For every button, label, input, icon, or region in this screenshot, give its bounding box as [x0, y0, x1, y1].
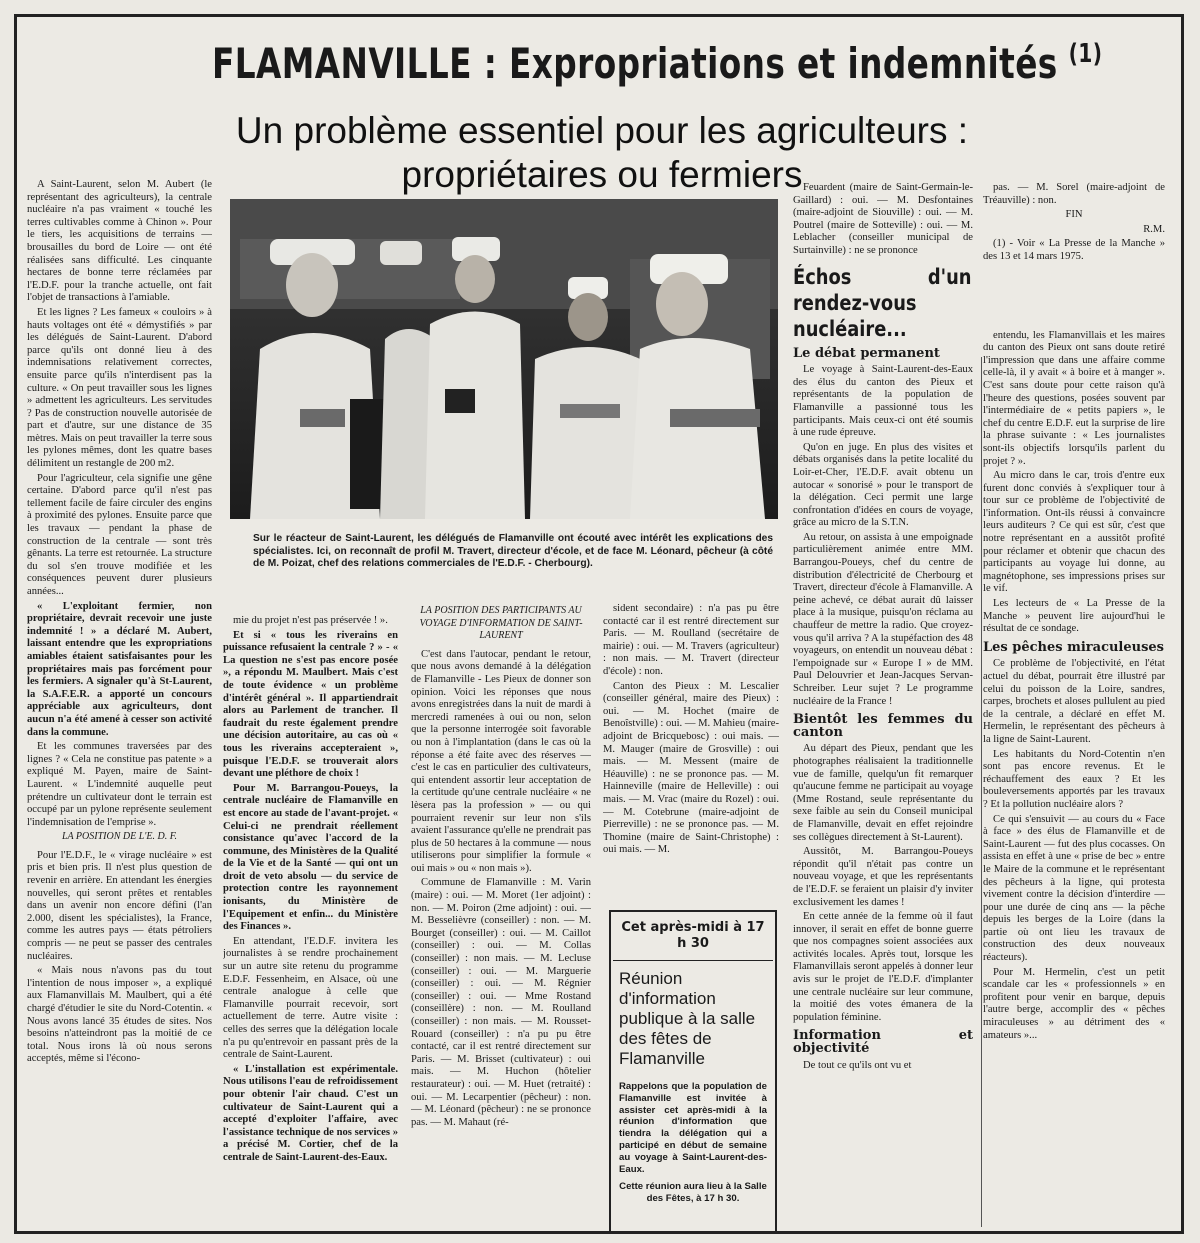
paragraph: « L'exploitant fermier, non propriétaire, devrait recevoir une juste indemnité ! » a déclaré M. Aubert, laissant entendre que les expropriations amiables étaient satisfaisantes pour les propriétaires mais pas forcément pour les fermiers. A signaler qu'à St-Laurent, la S.A.F.E.R. a apporté un concours appréciable aux agriculteurs, dont aucun n'a été amené à cesser son activité dans la commune. [27, 600, 212, 738]
section-heading: Le débat permanent [793, 345, 940, 361]
notice-title: Cet après-midi à 17 h 30 [621, 920, 765, 951]
paragraph: En attendant, l'E.D.F. invitera les journalistes à se rendre prochainement sur un autre site retenu du programme E.D.F. Fessenheim, en Alsace, où une centrale analogue à celle que Flamanville pourrait recevoir, sort actuellement de terre. Autre visite : celles des serres que la délégation locale n'a pu qu'entrevoir en passant près de la centrale de Saint-Laurent. [223, 935, 398, 1061]
paragraph: Pour M. Hermelin, c'est un petit scandale car les « professionnels » en profitent pour venir en barque, depuis l'autre berge, accomplir des « pêches miraculeuses » au détriment des « amateurs »... [983, 966, 1165, 1041]
article-column-5 [793, 182, 973, 1231]
notice-body: Rappelons que la population de Flamanville est invitée à assister cet après-midi à la réunion d'information que tiendra la délégation qui a participé en début de semaine au voyage à Saint-Laurent-des-Eaux. [619, 1081, 767, 1175]
paragraph: sident secondaire) : n'a pas pu être contacté car il est rentré directement sur Paris. — M. Roulland (secrétaire de mairie) : oui. — M. Travers (agriculteur) : non mais. — M. Travert (directeur d'école) : non. [603, 603, 779, 677]
column-divider [981, 357, 982, 1227]
spacer [983, 266, 1165, 330]
photo-illustration [230, 199, 778, 519]
paragraph: « L'installation est expérimentale. Nous utilisons l'eau de refroidissement pour obtenir l'air chaud. C'est un cultivateur de Saint-Laurent qui a accepté d'exploiter l'affaire, avec l'assistance technique de nos services » a précisé M. Cortier, chef de la centrale de Saint-Laurent-des-Eaux. [223, 1063, 398, 1163]
paragraph: Et les lignes ? Les fameux « couloirs » à hauts voltages ont été « démystifiés » par les délégués de Saint-Laurent. D'abord parce qu'ils ont donné lieu à des indemnisations relativement correctes, ensuite parce qu'ils n'interdisent pas la culture. « On peut travailler sous les lignes » admettent les agriculteurs. Les servitudes ? Pas de construction nouvelle autorisée de part et d'autre, sur une distance de 35 mètres. Mais on peut travailler la terre sous les pylones mêmes, dont les quatre bases délimitent un restangle de 200 m2. [27, 306, 212, 470]
paragraph: Ce problème de l'objectivité, en l'état actuel du débat, pourrait être illustré par celui du poisson de la Loire, sandres, carpes, brochets et aloses pullulent au pied de la centrale, a déclaré en effet M. Hermelin, le représentant des pêcheurs à la ligne de Saint-Laurent. [983, 658, 1165, 745]
paragraph: Le voyage à Saint-Laurent-des-Eaux des élus du canton des Pieux et représentants de la population de Flamanville a passionné tous les participants. Mais ceux-ci ont été soumis à une rude épreuve. [793, 364, 973, 439]
notice-headline: Réunion d'information publique à la salle des fêtes de Flamanville [619, 969, 756, 1068]
photo-icon [230, 199, 778, 519]
paragraph: De tout ce qu'ils ont vu et [803, 1059, 912, 1071]
paragraph: « Mais nous n'avons pas du tout l'intention de nous imposer », a expliqué aux Flamanvillais M. Maulbert, qui a été chargé d'étudier le site du Nord-Cotentin. « Nous avons lancé 35 études de sites. Nos besoins n'atteindront pas la moitié de ce total. Nous irons là où nous serons acceptés, même si l'écono- [27, 965, 212, 1065]
paragraph: Commune de Flamanville : M. Varin (maire) : oui. — M. Moret (1er adjoint) : non. — M. Poiron (2me adjoint) : oui. — M. Besselièvre (conseiller) : non. — M. Bourget (conseiller) : oui. — M. Caillot (conseiller) : oui. — M. Collas (conseiller) : non mais. — M. Lecluse (conseiller) : oui. — M. Marguerie (conseiller) : oui. — M. Régnier (conseiller) : oui. — Mme Rostand (conseillère) : non. — M. Roulland (conseiller) : non mais. — M. Rousset-Rouard (conseiller) : n'a pu pu être contacté, car il est rentré directement sur Paris. — M. Brisset (cultivateur) : oui mais. — M. Huchon (hôtelier restaurateur) : oui. — M. Huet (retraité) : oui. — M. Lecarpentier (pêcheur) : non. — M. Léonard (pêcheur) : ne se prononce pas. — M. Mahaut (ré- [411, 877, 591, 1128]
article-column-2 [223, 615, 398, 1231]
paragraph: Pour l'agriculteur, cela signifie une gêne certaine. D'abord parce qu'il n'est pas tellement facile de faire circuler des engins à proximité des pylones. Ensuite parce que les travaux — pendant la phase de construction de la centrale — sont très gênants. La terre est retournée. La structure du sol s'en trouve modifiée et les conséquences peuvent durer plusieurs années... [27, 472, 212, 597]
paragraph: mie du projet n'est pas préservée ! ». [233, 615, 388, 626]
paragraph: Et si « tous les riverains en puissance refusaient la centrale ? » - « La question ne s'est pas encore posée », a répondu M. Maulbert. Mais c'est de toute évidence « un problème d'intérêt général ». Il appartiendrait alors au Parlement de trancher. Il faudrait du reste également prendre une décision autoritaire, au cas où « tous les riverains accepteraient », puisque l'E.D.F. se trouverait alors devant une pléthore de choix ! [223, 629, 398, 780]
end-marker: FIN [1065, 209, 1083, 221]
headline-title: FLAMANVILLE : Expropriations et indemnités [212, 39, 1058, 88]
author-initials: R.M. [1143, 223, 1165, 235]
section-heading: Bientôt les femmes du canton [793, 712, 973, 740]
paragraph: Aussitôt, M. Barrangou-Poueys répondit qu'il n'était pas contre un nouveau voyage, et que les représentants de l'E.D.F. se feraient un plaisir d'y inviter exclusivement les dames ! [793, 846, 973, 908]
paragraph: Et les communes traversées par des lignes ? « Cela ne constitue pas patente » a expliqué M. Payen, maire de Saint-Laurent. « L'indemnité auquelle peut prétendre un cultivateur dont le terrain est occupé par un pylone représente seulement l'indemnisation de l'emprise ». [27, 741, 212, 828]
article-column-6 [983, 182, 1165, 1231]
section-heading: LA POSITION DES PARTICIPANTS AU VOYAGE D'INFORMATION DE SAINT-LAURENT [419, 605, 583, 642]
paragraph: En cette année de la femme où il faut innover, il serait en effet de bonne guerre que nos compagnes soient associées aux activités locales. Après tout, lorsque les Flamanvillais seront appelés à donner leur avis sur le projet de l'E.D.F. d'implanter une centrale nucléaire sur leur commune, la moitié des votes émanera de la population féminine. [793, 911, 973, 1023]
footnote: (1) - Voir « La Presse de la Manche » des 13 et 14 mars 1975. [983, 238, 1165, 262]
headline [212, 39, 1103, 88]
paragraph: C'est dans l'autocar, pendant le retour, que nous avons demandé à la délégation de Flamanville - Les Pieux de donner son opinion. Voici les réponses que nous avons enregistrées dans la nuit de mardi à mercredi ramenées à oui ou non, selon que la personne interrogée soit favorable ou non à l'implantation (dans le cas où la réponse a été faite avec des réserves — c'est le cas en particulier des cultivateurs, qui entendent assortir leur acceptation de la certitude qu'une centrale nucléaire « ne lèsera pas la profession » — ou qui pourraient revenir sur leur non s'ils avaient l'assurance qu'elle ne prendrait pas plus de 50 hectares à la commune — nous utiliserons pour simplifier la formule « oui mais » ou « non mais »). [411, 648, 591, 874]
photo-caption: Sur le réacteur de Saint-Laurent, les délégués de Flamanville ont écouté avec intérêt les explications des spécialistes. Ici, on reconnaît de profil M. Travert, directeur d'école, et de face M. Léonard, pêcheur (à côté de M. Poizat, chef des relations commerciales de l'E.D.F. - Cherbourg). [253, 533, 773, 569]
paragraph: pas. — M. Sorel (maire-adjoint de Tréauville) : non. [983, 182, 1165, 206]
notice-divider [613, 960, 773, 961]
paragraph: Ce qui s'ensuivit — au cours du « Face à face » des élus de Flamanville et de Saint-Laurent — fut des plus cocasses. On assista en effet à une « prise de bec » entre le Maire de la commune et le représentant des pêcheurs à la ligne, qui protesta vivement contre la décision d'interdire — pour une durée de cinq ans — la pêche depuis les berges de la Loire (dans la partie où ont lieu les travaux de construction des deux nouveaux réacteurs). [983, 813, 1165, 964]
article-column-4 [603, 603, 779, 903]
paragraph: Au retour, on assista à une empoignade particulièrement animée entre MM. Barrangou-Poueys, chef du centre de distribution d'électricité de Cherbourg et Travert, directeur d'école à Flamanville. A peine achevé, ce débat aurait dû laisser place à la musique, puisqu'on réclama au chauffeur de mettre la radio. Que croyez-vous qu'il arriva ? A la stupéfaction des 48 voyageurs, on entendit un nouveau débat : l'empoignade sur « Europe I » de MM. Paul Delouvrier et Jean-Jacques Servan-Schreiber. Leur sujet ? Le programme nucléaire de la France ! [793, 531, 973, 707]
paragraph: Au micro dans le car, trois d'entre eux furent donc conviés à s'expliquer tour à tour sur ce problème de l'objectivité de l'information. Ont-ils réussi à convaincre leurs auditeurs ? Ce qui est sûr, c'est que notre représentant en a aussitôt profité pour réclamer et obtenir que chacun des participants au voyage lui donne, au magnétophone, ses impressions prises sur le vif. [983, 470, 1165, 595]
article-column-3 [411, 603, 591, 1231]
headline-footnote-marker: (1) [1068, 39, 1103, 69]
paragraph: entendu, les Flamanvillais et les maires du canton des Pieux ont sans doute retiré l'impression que dans une affaire comme celle-là, il y avait « à boire et à manger ». C'est sans doute pour cette raison qu'à l'heure des questions, posées souvent par l'intermédiaire de « petits papiers », le chef du centre E.D.F. eut la surprise de lire la phrase suivante : « Les journalistes sont-ils objectifs lorsqu'ils parlent du projet ? ». [983, 329, 1165, 467]
paragraph: A Saint-Laurent, selon M. Aubert (le représentant des agriculteurs), la centrale nucléaire n'a pas vraiment « touché les terres cultivables comme à Chinon ». Pour le tiers, les acquisitions de terrains — brousailles du bord de Loire — ont été réalisées sans difficulté. Les cinquante hectares de bonne terre réclamées par l'E.D.F. pour la tranche actuelle, ont fait l'objet de transactions à l'amiable. [27, 179, 212, 304]
section-heading: Information et objectivité [793, 1028, 973, 1057]
paragraph: Canton des Pieux : M. Lescalier (conseiller général, maire des Pieux) : oui. — M. Hochet (maire de Benoîstville) : oui. — M. Mahieu (maire-adjoint de Bricquebosc) : oui mais. — M. Mauger (maire de Grosville) : oui mais. — M. Messent (maire de Héauville) : ne se prononce pas. — M. Hainneville (maire de Helleville) : oui mais. — M. Vrac (maire du Rozel) : oui. — M. Cotebrune (maire-adjoint de Pierreville) : ne se prononce pas. — M. Thomine (maire de Saint-Christophe) : oui mais. — M. [603, 680, 779, 856]
article-column-1 [27, 179, 212, 1231]
paragraph: Au départ des Pieux, pendant que les photographes réalisaient la traditionnelle vue de famille, quelqu'un fit remarquer qu'aucune femme ne participait au voyage (Mme Rostand, seule représentante du sexe faible au sein du Conseil municipal de Flamanville, devait en effet rejoindre ses collègues directement à St-Laurent). [793, 743, 973, 843]
subheadline-line-1: Un problème essentiel pour les agriculteurs : [235, 110, 969, 151]
paragraph: Feuardent (maire de Saint-Germain-le-Gaillard) : oui. — M. Desfontaines (maire-adjoint de Siouville) : oui. — M. Poutrel (maire de Sotteville) : oui. — M. Leblacher (conseiller municipal de Surtainville) : ne se prononce [793, 182, 973, 256]
paragraph: Pour l'E.D.F., le « virage nucléaire » est pris et bien pris. Il n'est plus question de revenir en arrière. En attendant les énergies nouvelles, qui seront prêtes et rentables dans un avenir non encore défini (l'an 2.000, disent les spécialistes), la France, comme les autres pays — états pétroliers compris — ne peut se passer des centrales nucléaires. [27, 849, 212, 962]
section-heading: LA POSITION DE L'E. D. F. [61, 831, 178, 843]
meeting-notice-box [609, 910, 777, 1234]
subheadline-line-2: propriétaires ou fermiers [401, 154, 803, 195]
paragraph: Pour M. Barrangou-Poueys, la centrale nucléaire de Flamanville en est encore au stade de l'avant-projet. « Celui-ci ne prendrait réellement consistance qu'avec l'accord de la commune, des Ministères de la Qualité de la Vie et de la Santé — qui ont un droit de veto absolu — du service de protection contre les rayonnement ionisants, du Ministère de l'Equipement et enfin... du Ministère des Finances ». [223, 782, 398, 933]
echos-heading: Échos d'un rendez-vous nucléaire... [793, 264, 972, 341]
paragraph: Qu'on en juge. En plus des visites et débats organisés dans la petite localité du Loir-et-Cher, l'E.D.F. avait obtenu un autocar « sonorisé » pour le transport de la délégation. Ceci permit une large confrontation d'idées en cours de voyage, grâce au micro de la S.T.N. [793, 441, 973, 529]
paragraph: Les habitants du Nord-Cotentin n'en sont pas encore revenus. Et le réchauffement des eaux ? Et les bouleversements apportés par les travaux ? Et la pollution nucléaire alors ? [983, 748, 1165, 810]
paragraph: Les lecteurs de « La Presse de la Manche » peuvent lire aujourd'hui le résultat de ce sondage. [983, 598, 1165, 635]
notice-footer: Cette réunion aura lieu à la Salle des Fêtes, à 17 h 30. [619, 1181, 767, 1205]
section-heading: Les pêches miraculeuses [983, 639, 1165, 655]
article-frame [14, 14, 1184, 1234]
